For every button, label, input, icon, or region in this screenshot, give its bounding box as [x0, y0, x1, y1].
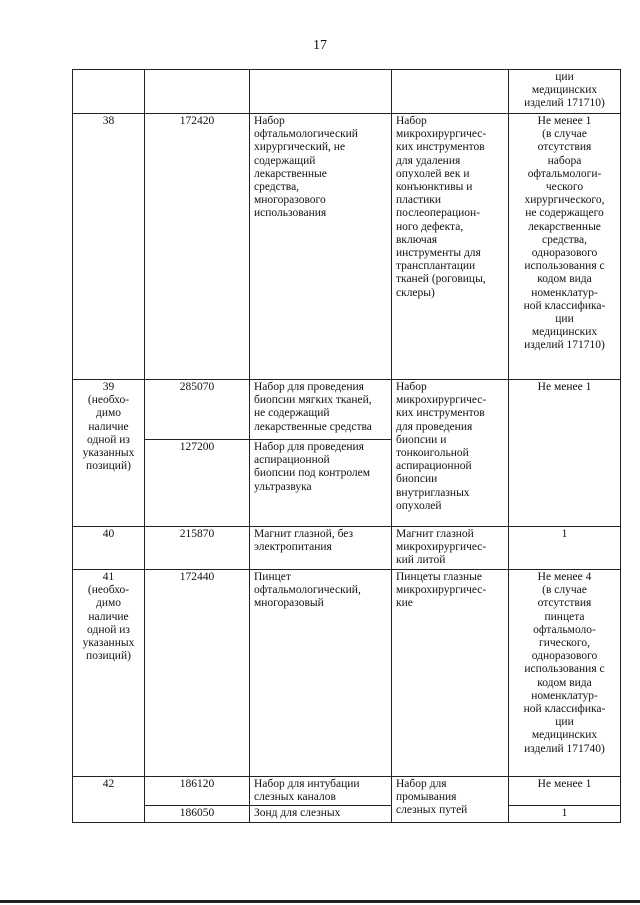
cell-description: Набор микрохирургичес- ких инструментов для проведения биопсии и тонкоигольной аспирационной биопсии внутриглазных опухолей [392, 380, 509, 527]
table-row [73, 527, 621, 570]
cell-name: Набор для проведения аспирационной биопсии под контролем ультразвука [250, 440, 392, 527]
cell-quantity: Не менее 1 [509, 380, 621, 527]
table-row [73, 777, 621, 806]
cell-quantity: Не менее 1 [509, 777, 621, 806]
cell-number: 42 [73, 777, 145, 823]
cell-code: 186120 [145, 777, 250, 806]
cell-code: 285070 [145, 380, 250, 440]
equipment-table [72, 69, 621, 823]
cell-name: Набор для интубации слезных каналов [250, 777, 392, 806]
cell-code: 127200 [145, 440, 250, 527]
cell-quantity: 1 [509, 527, 621, 570]
page-number: 17 [313, 38, 327, 53]
cell-quantity: 1 [509, 806, 621, 822]
table-row [73, 70, 621, 114]
cell-name: Набор офтальмологический хирургический, не содержащий лекарственные средства, многоразового использования [250, 114, 392, 380]
cell-name: Набор для проведения биопсии мягких тканей, не содержащий лекарственные средства [250, 380, 392, 440]
cell-code [145, 70, 250, 114]
cell-name: Зонд для слезных [250, 806, 392, 822]
cell-quantity: ции медицинских изделий 171710) [509, 70, 621, 114]
table-row [73, 806, 621, 822]
cell-number: 41 (необхо- димо наличие одной из указанных позиций) [73, 570, 145, 777]
table-row [73, 380, 621, 440]
cell-code: 172440 [145, 570, 250, 777]
page-edge-rule [0, 900, 640, 903]
cell-number [73, 70, 145, 114]
cell-quantity: Не менее 1 (в случае отсутствия набора офтальмологи- ческого хирургического, не содержащего лекарственные средства, одноразового использования с кодом вида номенклатур- ной классифика- ции медицинских изделий 171710) [509, 114, 621, 380]
cell-name: Магнит глазной, без электропитания [250, 527, 392, 570]
cell-description: Магнит глазной микрохирургичес- кий литой [392, 527, 509, 570]
cell-quantity: Не менее 4 (в случае отсутствия пинцета офтальмоло- гического, одноразового использования с кодом вида номенклатур- ной классифика- ции медицинских изделий 171740) [509, 570, 621, 777]
cell-description: Пинцеты глазные микрохирургичес- кие [392, 570, 509, 777]
cell-number: 38 [73, 114, 145, 380]
table-row [73, 570, 621, 777]
cell-description: Набор для промывания слезных путей [392, 777, 509, 823]
cell-description [392, 70, 509, 114]
cell-code: 215870 [145, 527, 250, 570]
table-row [73, 114, 621, 380]
cell-code: 172420 [145, 114, 250, 380]
cell-code: 186050 [145, 806, 250, 822]
cell-number: 39 (необхо- димо наличие одной из указанных позиций) [73, 380, 145, 527]
cell-number: 40 [73, 527, 145, 570]
cell-name: Пинцет офтальмологический, многоразовый [250, 570, 392, 777]
cell-name [250, 70, 392, 114]
cell-description: Набор микрохирургичес- ких инструментов для удаления опухолей век и конъюнктивы и пластики послеоперацион- ного дефекта, включая инструменты для трансплантации тканей (роговицы, склеры) [392, 114, 509, 380]
